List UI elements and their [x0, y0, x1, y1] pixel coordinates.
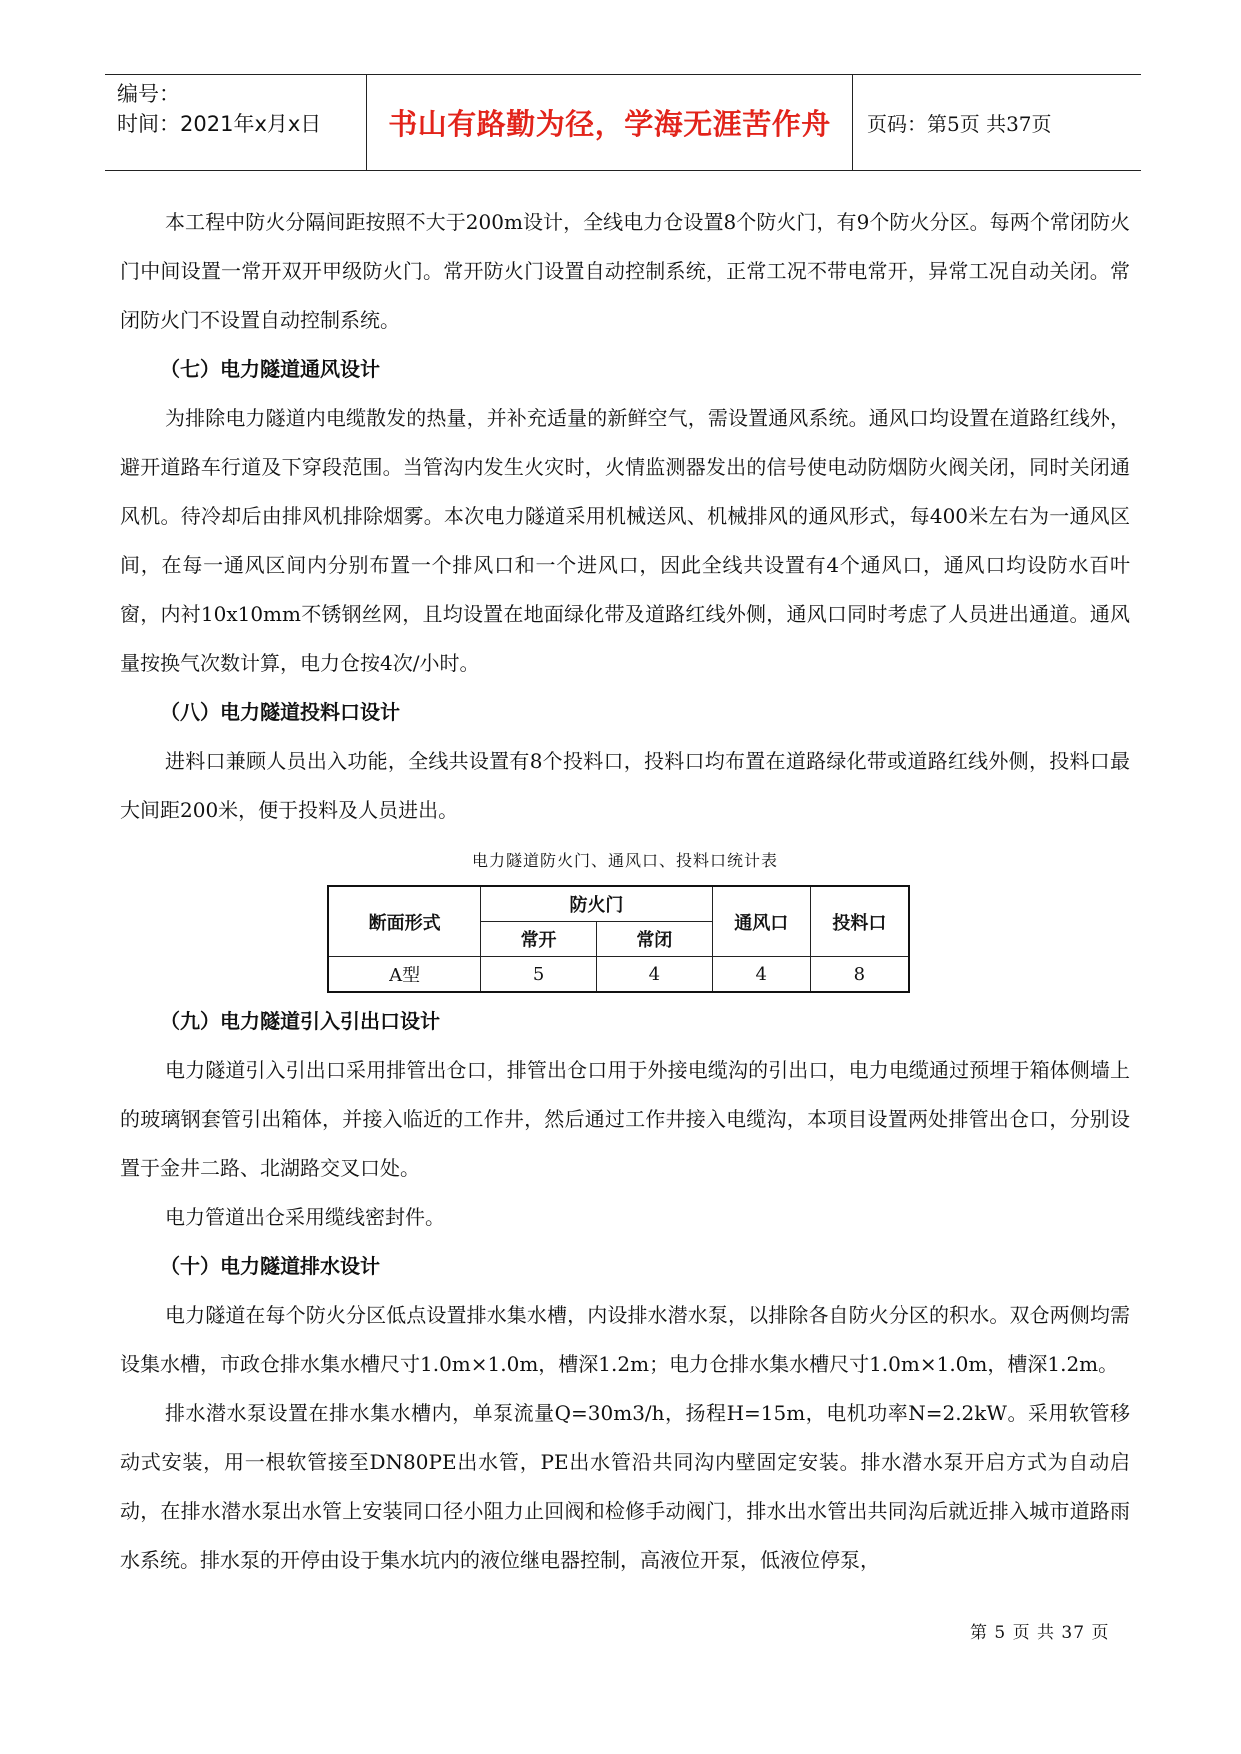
table-header-row [328, 886, 909, 922]
document-body [120, 198, 1130, 1585]
document-time: 时间：2021年x月x日 [117, 112, 322, 136]
cell-vent: 4 [712, 957, 810, 993]
header-section-type: 断面形式 [328, 886, 481, 957]
section-heading-ventilation: （七）电力隧道通风设计 [160, 357, 380, 381]
section-heading-entry-exit: （九）电力隧道引入引出口设计 [160, 1009, 440, 1033]
table-caption: 电力隧道防火门、通风口、投料口统计表 [471, 851, 778, 870]
paragraph-fire-separation: 本工程中防火分隔间距按照不大于200m设计，全线电力仓设置8个防火门，有9个防火分区。每两个常闭防火门中间设置一常开双开甲级防火门。常开防火门设置自动控制系统，正常工况不带电常开，异常工况自动关闭。常闭防火门不设置自动控制系统。 [120, 210, 1130, 332]
statistics-table [327, 885, 910, 993]
paragraph-drainage: 电力隧道在每个防火分区低点设置排水集水槽，内设排水潜水泵，以排除各自防火分区的积水。双仓两侧均需设集水槽，市政仓排水集水槽尺寸1.0m×1.0m，槽深1.2m；电力仓排水集水槽尺寸1.0m×1.0m，槽深1.2m。 [120, 1303, 1130, 1376]
paragraph-pump: 排水潜水泵设置在排水集水槽内，单泵流量Q=30m3/h，扬程H=15m，电机功率N=2.2kW。采用软管移动式安装，用一根软管接至DN80PE出水管，PE出水管沿共同沟内壁固定安装。排水潜水泵开启方式为自动启动，在排水潜水泵出水管上安装同口径小阻力止回阀和检修手动阀门，排水出水管出共同沟后就近排入城市道路雨水系统。排水泵的开停由设于集水坑内的液位继电器控制，高液位开泵，低液位停泵， [120, 1401, 1130, 1572]
header-slogan: 书山有路勤为径，学海无涯苦作舟 [367, 75, 853, 170]
header-meta [105, 75, 367, 170]
page-header [105, 74, 1141, 171]
header-fire-door: 防火门 [481, 886, 713, 922]
cell-closed: 4 [596, 957, 712, 993]
table-row [328, 957, 909, 993]
header-page-info: 页码：第5页 共37页 [867, 112, 1052, 136]
cell-open: 5 [481, 957, 597, 993]
header-feed: 投料口 [810, 886, 909, 957]
section-heading-feed-opening: （八）电力隧道投料口设计 [160, 700, 400, 724]
cell-type: A型 [328, 957, 481, 993]
paragraph-entry-exit: 电力隧道引入引出口采用排管出仓口，排管出仓口用于外接电缆沟的引出口，电力电缆通过预埋于箱体侧墙上的玻璃钢套管引出箱体，并接入临近的工作井，然后通过工作井接入电缆沟，本项目设置两处排管出仓口，分别设置于金井二路、北湖路交叉口处。 [120, 1058, 1130, 1180]
header-normally-open: 常开 [481, 922, 597, 957]
header-vent: 通风口 [712, 886, 810, 957]
section-heading-drainage: （十）电力隧道排水设计 [160, 1254, 380, 1278]
document-number-label: 编号： [117, 82, 180, 106]
paragraph-feed-opening: 进料口兼顾人员出入功能，全线共设置有8个投料口，投料口均布置在道路绿化带或道路红线外侧，投料口最大间距200米，便于投料及人员进出。 [120, 749, 1130, 822]
cell-feed: 8 [810, 957, 909, 993]
paragraph-cable-seal: 电力管道出仓采用缆线密封件。 [165, 1205, 445, 1229]
paragraph-ventilation: 为排除电力隧道内电缆散发的热量，并补充适量的新鲜空气，需设置通风系统。通风口均设置在道路红线外，避开道路车行道及下穿段范围。当管沟内发生火灾时，火情监测器发出的信号使电动防烟防火阀关闭，同时关闭通风机。待冷却后由排风机排除烟雾。本次电力隧道采用机械送风、机械排风的通风形式，每400米左右为一通风区间，在每一通风区间内分别布置一个排风口和一个进风口，因此全线共设置有4个通风口，通风口均设防水百叶窗，内衬10x10mm不锈钢丝网，且均设置在地面绿化带及道路红线外侧，通风口同时考虑了人员进出通道。通风量按换气次数计算，电力仓按4次/小时。 [120, 406, 1130, 675]
page-footer: 第 5 页 共 37 页 [970, 1623, 1110, 1643]
header-normally-closed: 常闭 [596, 922, 712, 957]
